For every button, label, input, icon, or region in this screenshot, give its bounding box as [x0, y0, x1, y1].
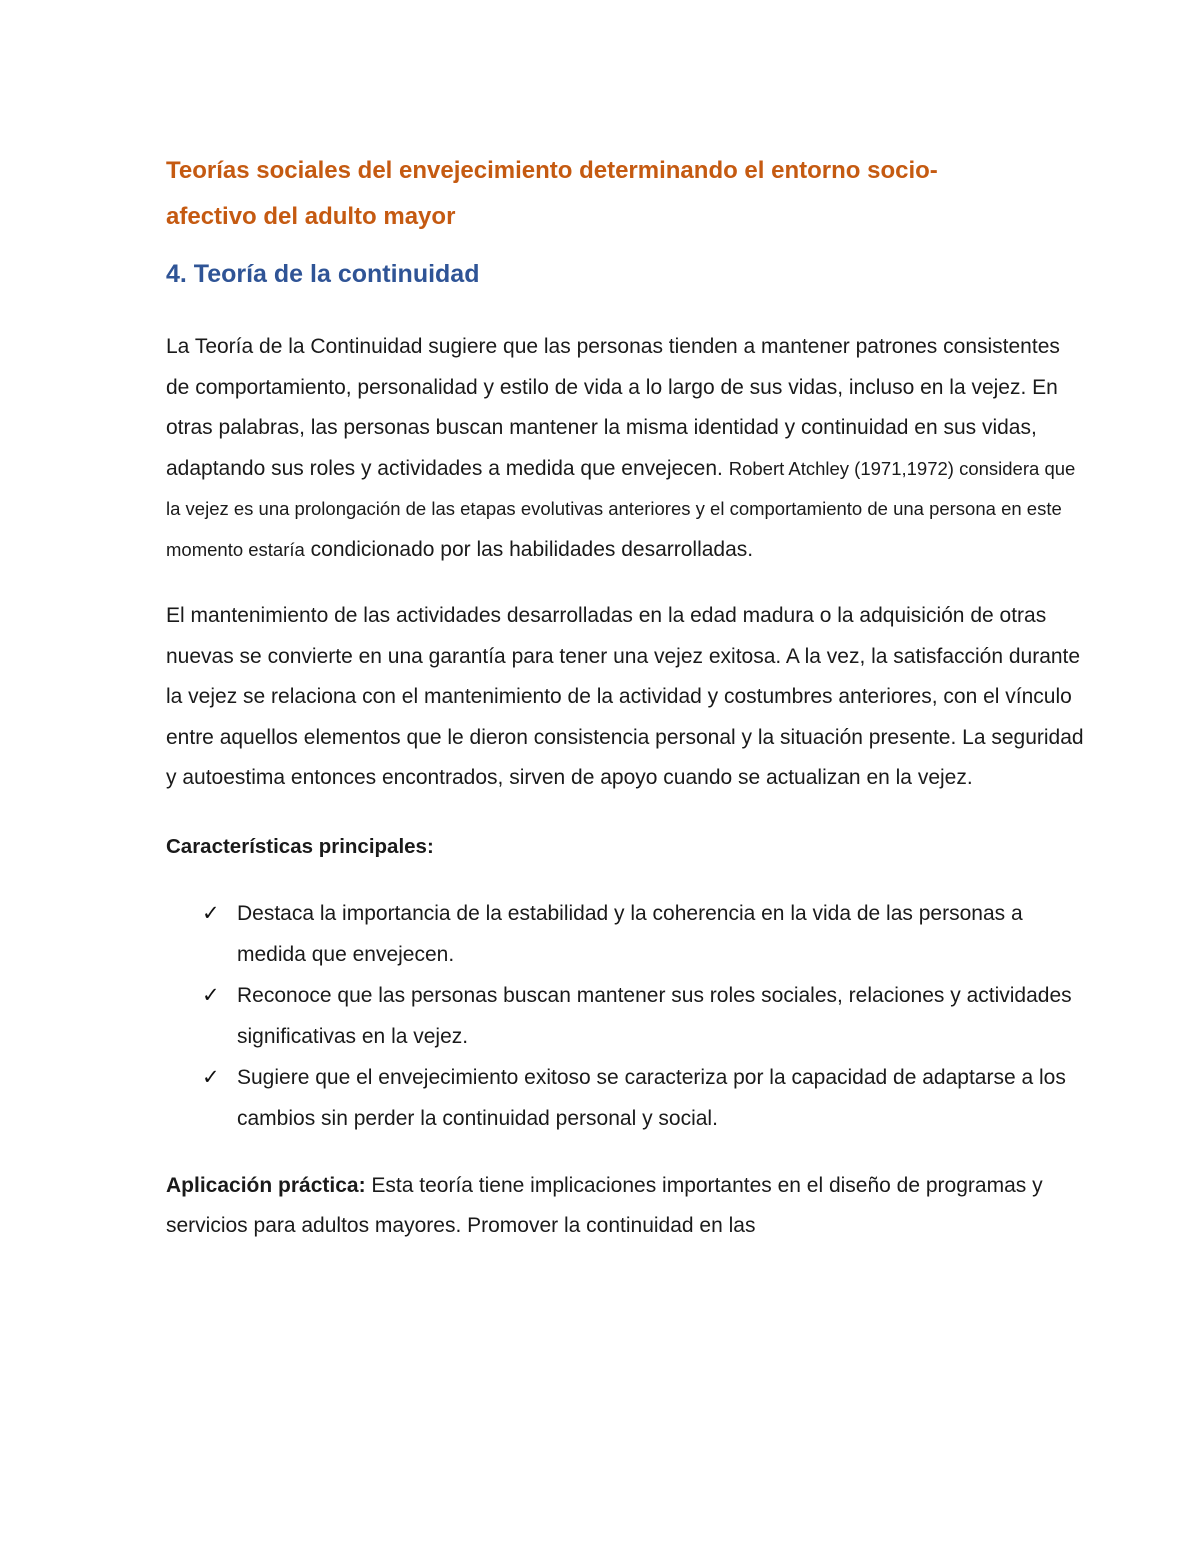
- application-text: Esta teoría tiene implicaciones importantes en el diseño de programas y servicios para adultos mayores. Promover la continuidad en las: [166, 1173, 1043, 1237]
- paragraph-1-part-2: Robert Atchley (1971,1972) considera que la vejez es una prolongación de las etapas evolutivas anteriores y el comportamiento de una persona en este momento estaría: [166, 457, 1076, 560]
- list-item: [166, 893, 1086, 975]
- application-label: Aplicación práctica:: [166, 1173, 366, 1197]
- characteristics-heading: Características principales:: [166, 834, 434, 858]
- list-item-text: Sugiere que el envejecimiento exitoso se caracteriza por la capacidad de adaptarse a los cambios sin perder la continuidad personal y social.: [237, 1065, 1066, 1130]
- paragraph-1-part-3: condicionado por las habilidades desarrolladas.: [304, 537, 754, 561]
- title-line-2: afectivo del adulto mayor: [166, 203, 456, 230]
- list-item-text: Reconoce que las personas buscan mantener sus roles sociales, relaciones y actividades significativas en la vejez.: [237, 983, 1072, 1048]
- title-line-1: Teorías sociales del envejecimiento determinando el entorno socio-: [166, 157, 938, 184]
- list-item: [166, 975, 1086, 1057]
- list-item: [166, 1057, 1086, 1139]
- characteristics-list: [166, 893, 1086, 1139]
- document-page: [166, 148, 1086, 1247]
- list-item-text: Destaca la importancia de la estabilidad y la coherencia en la vida de las personas a medida que envejecen.: [237, 901, 1023, 966]
- paragraph-1: [166, 327, 1086, 570]
- checkmark-icon: ✓: [202, 1065, 220, 1089]
- section-heading: 4. Teoría de la continuidad: [166, 260, 480, 288]
- document-title: [166, 148, 1086, 240]
- application-paragraph: [166, 1166, 1086, 1247]
- checkmark-icon: ✓: [202, 901, 220, 925]
- paragraph-2: El mantenimiento de las actividades desarrolladas en la edad madura o la adquisición de otras nuevas se convierte en una garantía para tener una vejez exitosa. A la vez, la satisfacción durante la vejez se relaciona con el mantenimiento de la actividad y costumbres anteriores, con el vínculo entre aquellos elementos que le dieron consistencia personal y la situación presente. La seguridad y autoestima entonces encontrados, sirven de apoyo cuando se actualizan en la vejez.: [166, 604, 1084, 789]
- paragraph-1-part-1: La Teoría de la Continuidad sugiere que las personas tienden a mantener patrones consistentes de comportamiento, personalidad y estilo de vida a lo largo de sus vidas, incluso en la vejez. En otras palabras, las personas buscan mantener la misma identidad y continuidad en sus vidas, adaptando sus roles y actividades a medida que envejecen.: [166, 335, 1060, 480]
- checkmark-icon: ✓: [202, 983, 220, 1007]
